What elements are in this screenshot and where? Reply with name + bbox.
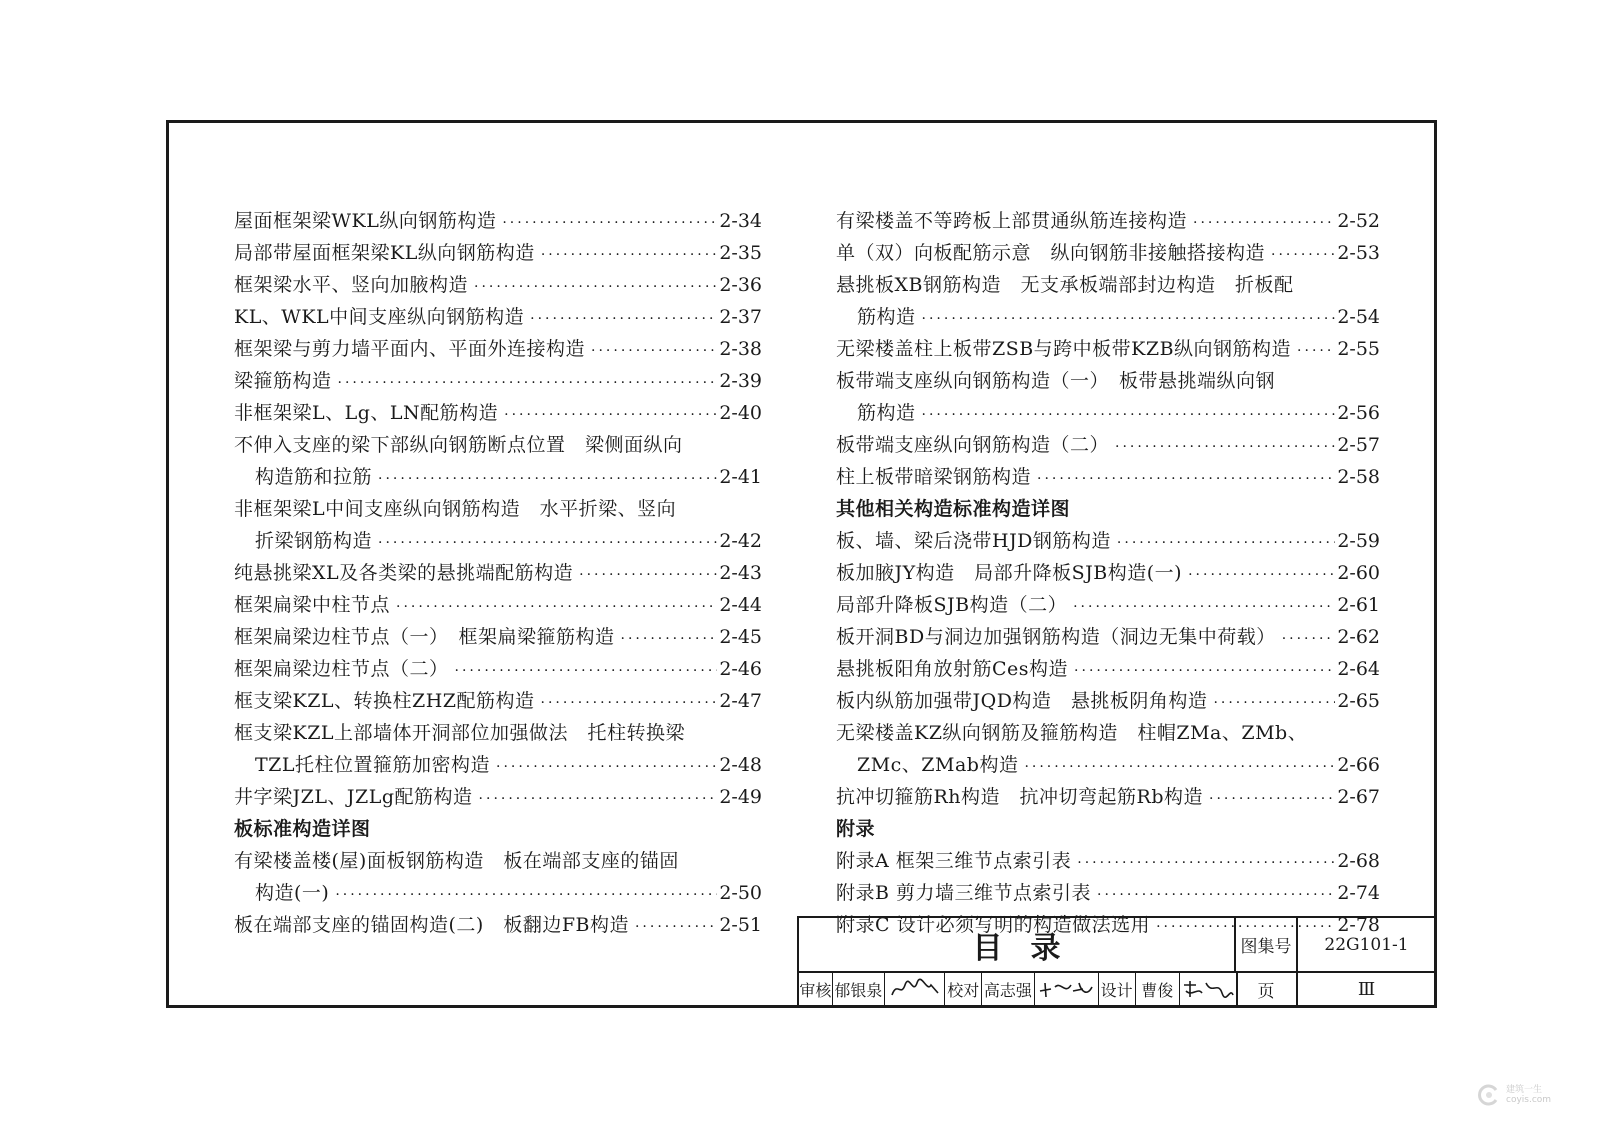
toc-leader-dots [1117,527,1335,559]
toc-entry-page: 2-45 [719,626,762,648]
toc-entry [836,429,1380,461]
design-label: 设计 [1099,973,1136,1005]
toc-entry-title: 屋面框架梁WKL纵向钢筋构造 [234,210,497,232]
toc-leader-dots [378,463,717,495]
toc-entry-title: KL、WKL中间支座纵向钢筋构造 [234,306,525,328]
toc-entry [836,333,1380,365]
toc-leader-dots [635,911,717,943]
toc-entry-title: 筋构造 [857,402,916,424]
toc-entry-title: 局部带屋面框架梁KL纵向钢筋构造 [234,242,535,264]
toc-leader-dots [378,527,717,559]
toc-entry-title: 悬挑板XB钢筋构造 无支承板端部封边构造 折板配 [836,274,1294,296]
toc-entry [836,653,1380,685]
toc-leader-dots [338,367,718,399]
toc-entry [836,205,1380,237]
toc-entry-title: ZMc、ZMab构造 [857,754,1019,776]
toc-leader-dots [922,399,1336,431]
toc-entry-title: 纯悬挑梁XL及各类梁的悬挑端配筋构造 [234,562,574,584]
toc-leader-dots [496,751,717,783]
toc-entry [836,237,1380,269]
toc-entry-page: 2-54 [1337,306,1380,328]
toc-entry [836,525,1380,557]
toc-leader-dots [504,399,717,431]
toc-entry-page: 2-66 [1337,754,1380,776]
toc-entry-page: 2-39 [719,370,762,392]
designer-signature [1180,973,1236,1005]
toc-section-heading [836,813,1380,845]
toc-section-heading [234,813,762,845]
toc-entry-page: 2-40 [719,402,762,424]
toc-entry-page: 2-53 [1337,242,1380,264]
toc-leader-dots [1024,751,1335,783]
toc-entry-title: 板在端部支座的锚固构造(二) 板翻边FB构造 [234,914,629,936]
toc-entry [836,301,1380,333]
toc-entry-page: 2-44 [719,594,762,616]
watermark-line2: coyis.com [1506,1095,1552,1105]
reviewer-signature [885,973,945,1005]
atlas-number-label: 图集号 [1236,918,1298,971]
toc-left-column [234,205,762,941]
toc-entry-title: 构造筋和拉筋 [255,466,373,488]
toc-entry-title: 框支梁KZL上部墙体开洞部位加强做法 托柱转换梁 [234,722,686,744]
toc-entry-title: 无梁楼盖KZ纵向钢筋及箍筋构造 柱帽ZMa、ZMb、 [836,722,1308,744]
toc-leader-dots [455,655,718,687]
toc-entry [234,301,762,333]
toc-entry-title: 柱上板带暗梁钢筋构造 [836,466,1032,488]
toc-entry-page: 2-65 [1337,690,1380,712]
toc-entry-title: 板标准构造详图 [234,818,371,840]
toc-entry-title: 框架梁水平、竖向加腋构造 [234,274,469,296]
toc-entry-page: 2-52 [1337,210,1380,232]
toc-leader-dots [1209,783,1335,815]
document-title: 目录 [799,918,1236,971]
toc-entry-title: 构造(一) [255,882,330,904]
toc-entry-page: 2-55 [1337,338,1380,360]
toc-leader-dots [1213,687,1335,719]
toc-leader-dots [1037,463,1335,495]
toc-entry [234,717,762,749]
toc-leader-dots [1115,431,1335,463]
toc-entry-title: 框支梁KZL、转换柱ZHZ配筋构造 [234,690,535,712]
toc-entry [836,461,1380,493]
toc-leader-dots [335,879,717,911]
title-block [797,916,1437,1005]
toc-entry-page: 2-57 [1337,434,1380,456]
designer-signature-icon [1180,977,1236,1001]
toc-leader-dots [1297,335,1335,367]
checker-name: 高志强 [982,973,1034,1005]
toc-entry-title: 有梁楼盖不等跨板上部贯通纵筋连接构造 [836,210,1188,232]
page-label: 页 [1236,973,1298,1005]
toc-entry [234,781,762,813]
checker-signature [1035,973,1099,1005]
toc-right-column [836,205,1380,941]
toc-entry [234,333,762,365]
toc-entry-page: 2-61 [1337,594,1380,616]
toc-entry-title: 非框架梁L、Lg、LN配筋构造 [234,402,499,424]
toc-entry [234,429,762,461]
toc-entry-title: 有梁楼盖楼(屋)面板钢筋构造 板在端部支座的锚固 [234,850,679,872]
toc-leader-dots [530,303,717,335]
toc-entry-title: 附录B 剪力墙三维节点索引表 [836,882,1092,904]
toc-entry-page: 2-51 [719,914,762,936]
toc-entry [234,749,762,781]
toc-entry [836,365,1380,397]
toc-entry-page: 2-35 [719,242,762,264]
toc-leader-dots [479,783,718,815]
toc-entry-page: 2-46 [719,658,762,680]
review-label: 审核 [799,973,833,1005]
toc-entry-page: 2-68 [1337,850,1380,872]
toc-leader-dots [1074,655,1335,687]
toc-entry [836,717,1380,749]
toc-leader-dots [579,559,717,591]
toc-entry-page: 2-43 [719,562,762,584]
toc-entry-title: 板内纵筋加强带JQD构造 悬挑板阴角构造 [836,690,1208,712]
toc-entry-page: 2-59 [1337,530,1380,552]
toc-entry-title: 板带端支座纵向钢筋构造（一） 板带悬挑端纵向钢 [836,370,1276,392]
toc-entry-title: TZL托柱位置箍筋加密构造 [255,754,490,776]
toc-entry [836,749,1380,781]
toc-section-heading [836,493,1380,525]
toc-entry [234,845,762,877]
toc-entry-title: 其他相关构造标准构造详图 [836,498,1071,520]
toc-entry [836,589,1380,621]
toc-entry-page: 2-47 [719,690,762,712]
toc-entry-title: 无梁楼盖柱上板带ZSB与跨中板带KZB纵向钢筋构造 [836,338,1292,360]
toc-entry-title: 附录C 设计必须写明的构造做法选用 [836,914,1151,936]
watermark [1476,1082,1551,1108]
toc-leader-dots [502,207,717,239]
toc-entry [234,237,762,269]
toc-entry [836,397,1380,429]
toc-entry-title: 板开洞BD与洞边加强钢筋构造（洞边无集中荷载） [836,626,1276,648]
toc-entry-page: 2-36 [719,274,762,296]
toc-entry-title: 附录 [836,818,876,840]
toc-entry [234,653,762,685]
toc-entry [234,365,762,397]
toc-entry-title: 折梁钢筋构造 [255,530,373,552]
toc-entry-page: 2-58 [1337,466,1380,488]
toc-entry-page: 2-62 [1337,626,1380,648]
toc-leader-dots [621,623,718,655]
toc-entry-page: 2-67 [1337,786,1380,808]
toc-leader-dots [474,271,717,303]
toc-entry [234,269,762,301]
toc-entry [234,589,762,621]
page-number: Ⅲ [1357,978,1376,1000]
toc-leader-dots [1097,879,1335,911]
toc-entry-page: 2-42 [719,530,762,552]
toc-entry-page: 2-38 [719,338,762,360]
toc-entry [836,621,1380,653]
toc-entry-title: 框架梁与剪力墙平面内、平面外连接构造 [234,338,586,360]
toc-entry-title: 框架扁梁中柱节点 [234,594,391,616]
toc-leader-dots [541,687,718,719]
toc-leader-dots [591,335,717,367]
toc-leader-dots [541,239,718,271]
toc-entry-page: 2-64 [1337,658,1380,680]
toc-entry [234,461,762,493]
drawing-frame [166,120,1437,1008]
toc-entry [836,877,1380,909]
toc-leader-dots [1073,591,1335,623]
toc-entry-title: 不伸入支座的梁下部纵向钢筋断点位置 梁侧面纵向 [234,434,683,456]
toc-leader-dots [1193,207,1335,239]
toc-entry [234,685,762,717]
toc-entry-title: 板加腋JY构造 局部升降板SJB构造(一) [836,562,1183,584]
toc-entry-title: 井字梁JZL、JZLg配筋构造 [234,786,473,808]
toc-entry-page: 2-49 [719,786,762,808]
toc-entry [234,909,762,941]
toc-entry [836,781,1380,813]
toc-entry-title: 单（双）向板配筋示意 纵向钢筋非接触搭接构造 [836,242,1266,264]
checker-signature-icon [1037,977,1095,1001]
toc-entry-title: 框架扁梁边柱节点（二） [234,658,449,680]
reviewer-name: 郁银泉 [833,973,885,1005]
toc-entry-page: 2-74 [1337,882,1380,904]
toc-entry-title: 板、墙、梁后浇带HJD钢筋构造 [836,530,1111,552]
atlas-number: 22G101-1 [1324,934,1409,955]
watermark-line1: 建筑一生 [1506,1085,1543,1095]
toc-entry-title: 悬挑板阳角放射筋Ces构造 [836,658,1069,680]
toc-leader-dots [922,303,1336,335]
toc-entry [234,525,762,557]
signature-row [799,973,1238,1005]
toc-entry-page: 2-60 [1337,562,1380,584]
toc-entry [836,845,1380,877]
toc-entry-title: 筋构造 [857,306,916,328]
designer-name: 曹俊 [1136,973,1181,1005]
toc-entry [836,557,1380,589]
toc-entry-title: 板带端支座纵向钢筋构造（二） [836,434,1110,456]
toc-entry [234,621,762,653]
toc-leader-dots [1188,559,1335,591]
toc-entry-page: 2-34 [719,210,762,232]
toc-leader-dots [1271,239,1335,271]
toc-entry [836,269,1380,301]
reviewer-signature-icon [889,977,941,1001]
toc-entry-title: 附录A 框架三维节点索引表 [836,850,1072,872]
toc-entry [234,877,762,909]
toc-entry [234,397,762,429]
toc-entry-title: 抗冲切箍筋Rh构造 抗冲切弯起筋Rb构造 [836,786,1204,808]
toc-entry [234,493,762,525]
toc-leader-dots [396,591,717,623]
toc-entry-page: 2-48 [719,754,762,776]
toc-entry-page: 2-78 [1337,914,1380,936]
toc-entry-page: 2-50 [719,882,762,904]
toc-entry [234,205,762,237]
watermark-logo-icon [1476,1082,1502,1108]
toc-entry-title: 局部升降板SJB构造（二） [836,594,1068,616]
toc-leader-dots [1077,847,1335,879]
toc-entry-page: 2-41 [719,466,762,488]
toc-entry-page: 2-37 [719,306,762,328]
toc-entry-title: 非框架梁L中间支座纵向钢筋构造 水平折梁、竖向 [234,498,677,520]
toc-entry [836,685,1380,717]
toc-entry [234,557,762,589]
toc-leader-dots [1282,623,1336,655]
toc-entry-title: 框架扁梁边柱节点（一） 框架扁梁箍筋构造 [234,626,615,648]
toc-entry-page: 2-56 [1337,402,1380,424]
toc-entry-title: 梁箍筋构造 [234,370,332,392]
check-label: 校对 [945,973,982,1005]
